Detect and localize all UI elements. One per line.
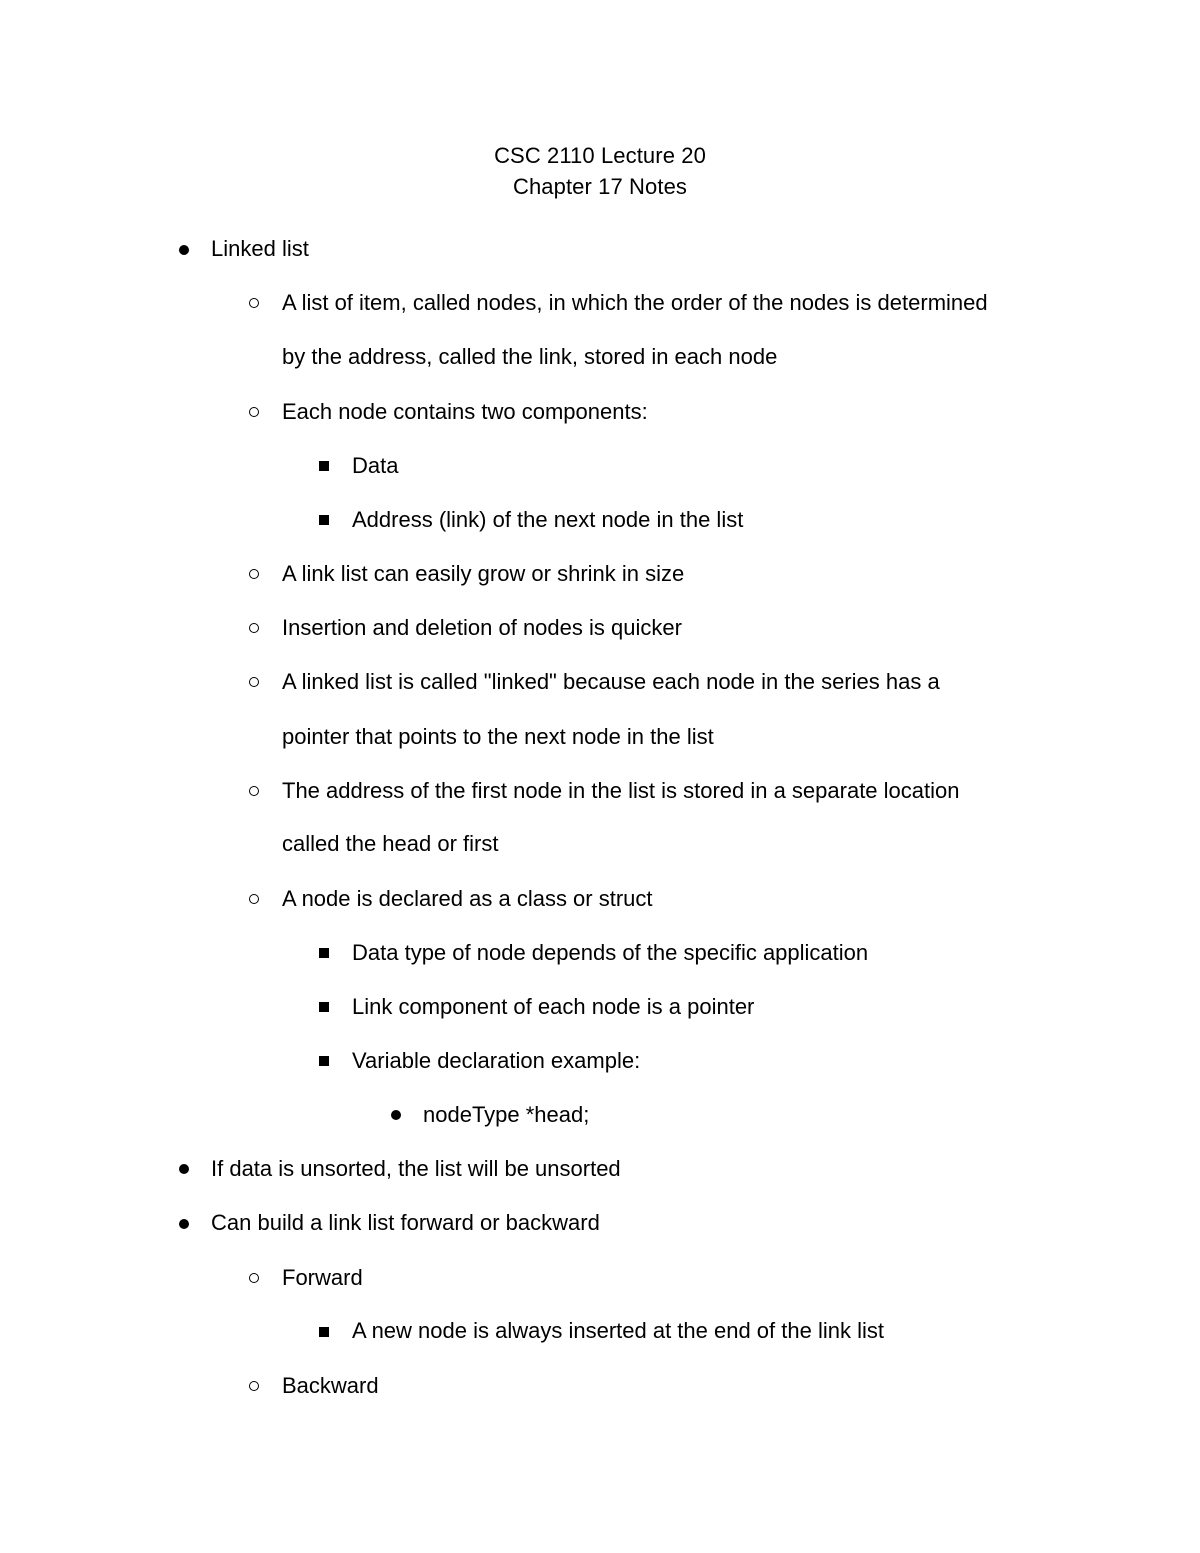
list-item: If data is unsorted, the list will be unsorted [211,1156,621,1181]
list-item-continuation: called the head or first [282,831,499,856]
list-item: Insertion and deletion of nodes is quicker [282,615,682,640]
bullet-square-icon [319,1327,329,1337]
bullet-square-icon [319,948,329,958]
list-item: The address of the first node in the list is stored in a separate location [282,778,960,803]
bullet-circle-icon [249,1273,259,1283]
bullet-circle-icon [249,569,259,579]
list-item: Link component of each node is a pointer [352,994,755,1019]
list-item: A link list can easily grow or shrink in size [282,561,685,586]
bullet-disc-icon [179,1219,189,1229]
bullet-disc-icon [391,1110,401,1120]
list-item: Forward [282,1265,363,1290]
bullet-square-icon [319,1056,329,1066]
document-title: CSC 2110 Lecture 20 [494,143,706,168]
bullet-square-icon [319,461,329,471]
list-item: Can build a link list forward or backward [211,1210,600,1235]
list-item: A new node is always inserted at the end of the link list [352,1318,884,1343]
document-subtitle: Chapter 17 Notes [512,174,688,199]
bullet-square-icon [319,1002,329,1012]
bullet-circle-icon [249,298,259,308]
list-item: A list of item, called nodes, in which the order of the nodes is determined [282,290,988,315]
list-item: Data type of node depends of the specific application [352,940,869,965]
list-item: A node is declared as a class or struct [282,886,653,911]
bullet-circle-icon [249,1381,259,1391]
bullet-square-icon [319,515,329,525]
list-item: A linked list is called "linked" because each node in the series has a [282,669,940,694]
list-item: Linked list [211,236,309,261]
list-item: Backward [282,1373,379,1398]
list-item: Data [352,453,399,478]
list-item-continuation: pointer that points to the next node in the list [282,724,714,749]
list-item: Each node contains two components: [282,399,648,424]
list-item: nodeType *head; [423,1102,590,1127]
bullet-disc-icon [179,1164,189,1174]
bullet-circle-icon [249,623,259,633]
list-item-continuation: by the address, called the link, stored in each node [282,344,778,369]
bullet-circle-icon [249,786,259,796]
list-item: Variable declaration example: [352,1048,641,1073]
bullet-circle-icon [249,407,259,417]
list-item: Address (link) of the next node in the list [352,507,744,532]
bullet-disc-icon [179,245,189,255]
bullet-circle-icon [249,894,259,904]
bullet-circle-icon [249,677,259,687]
